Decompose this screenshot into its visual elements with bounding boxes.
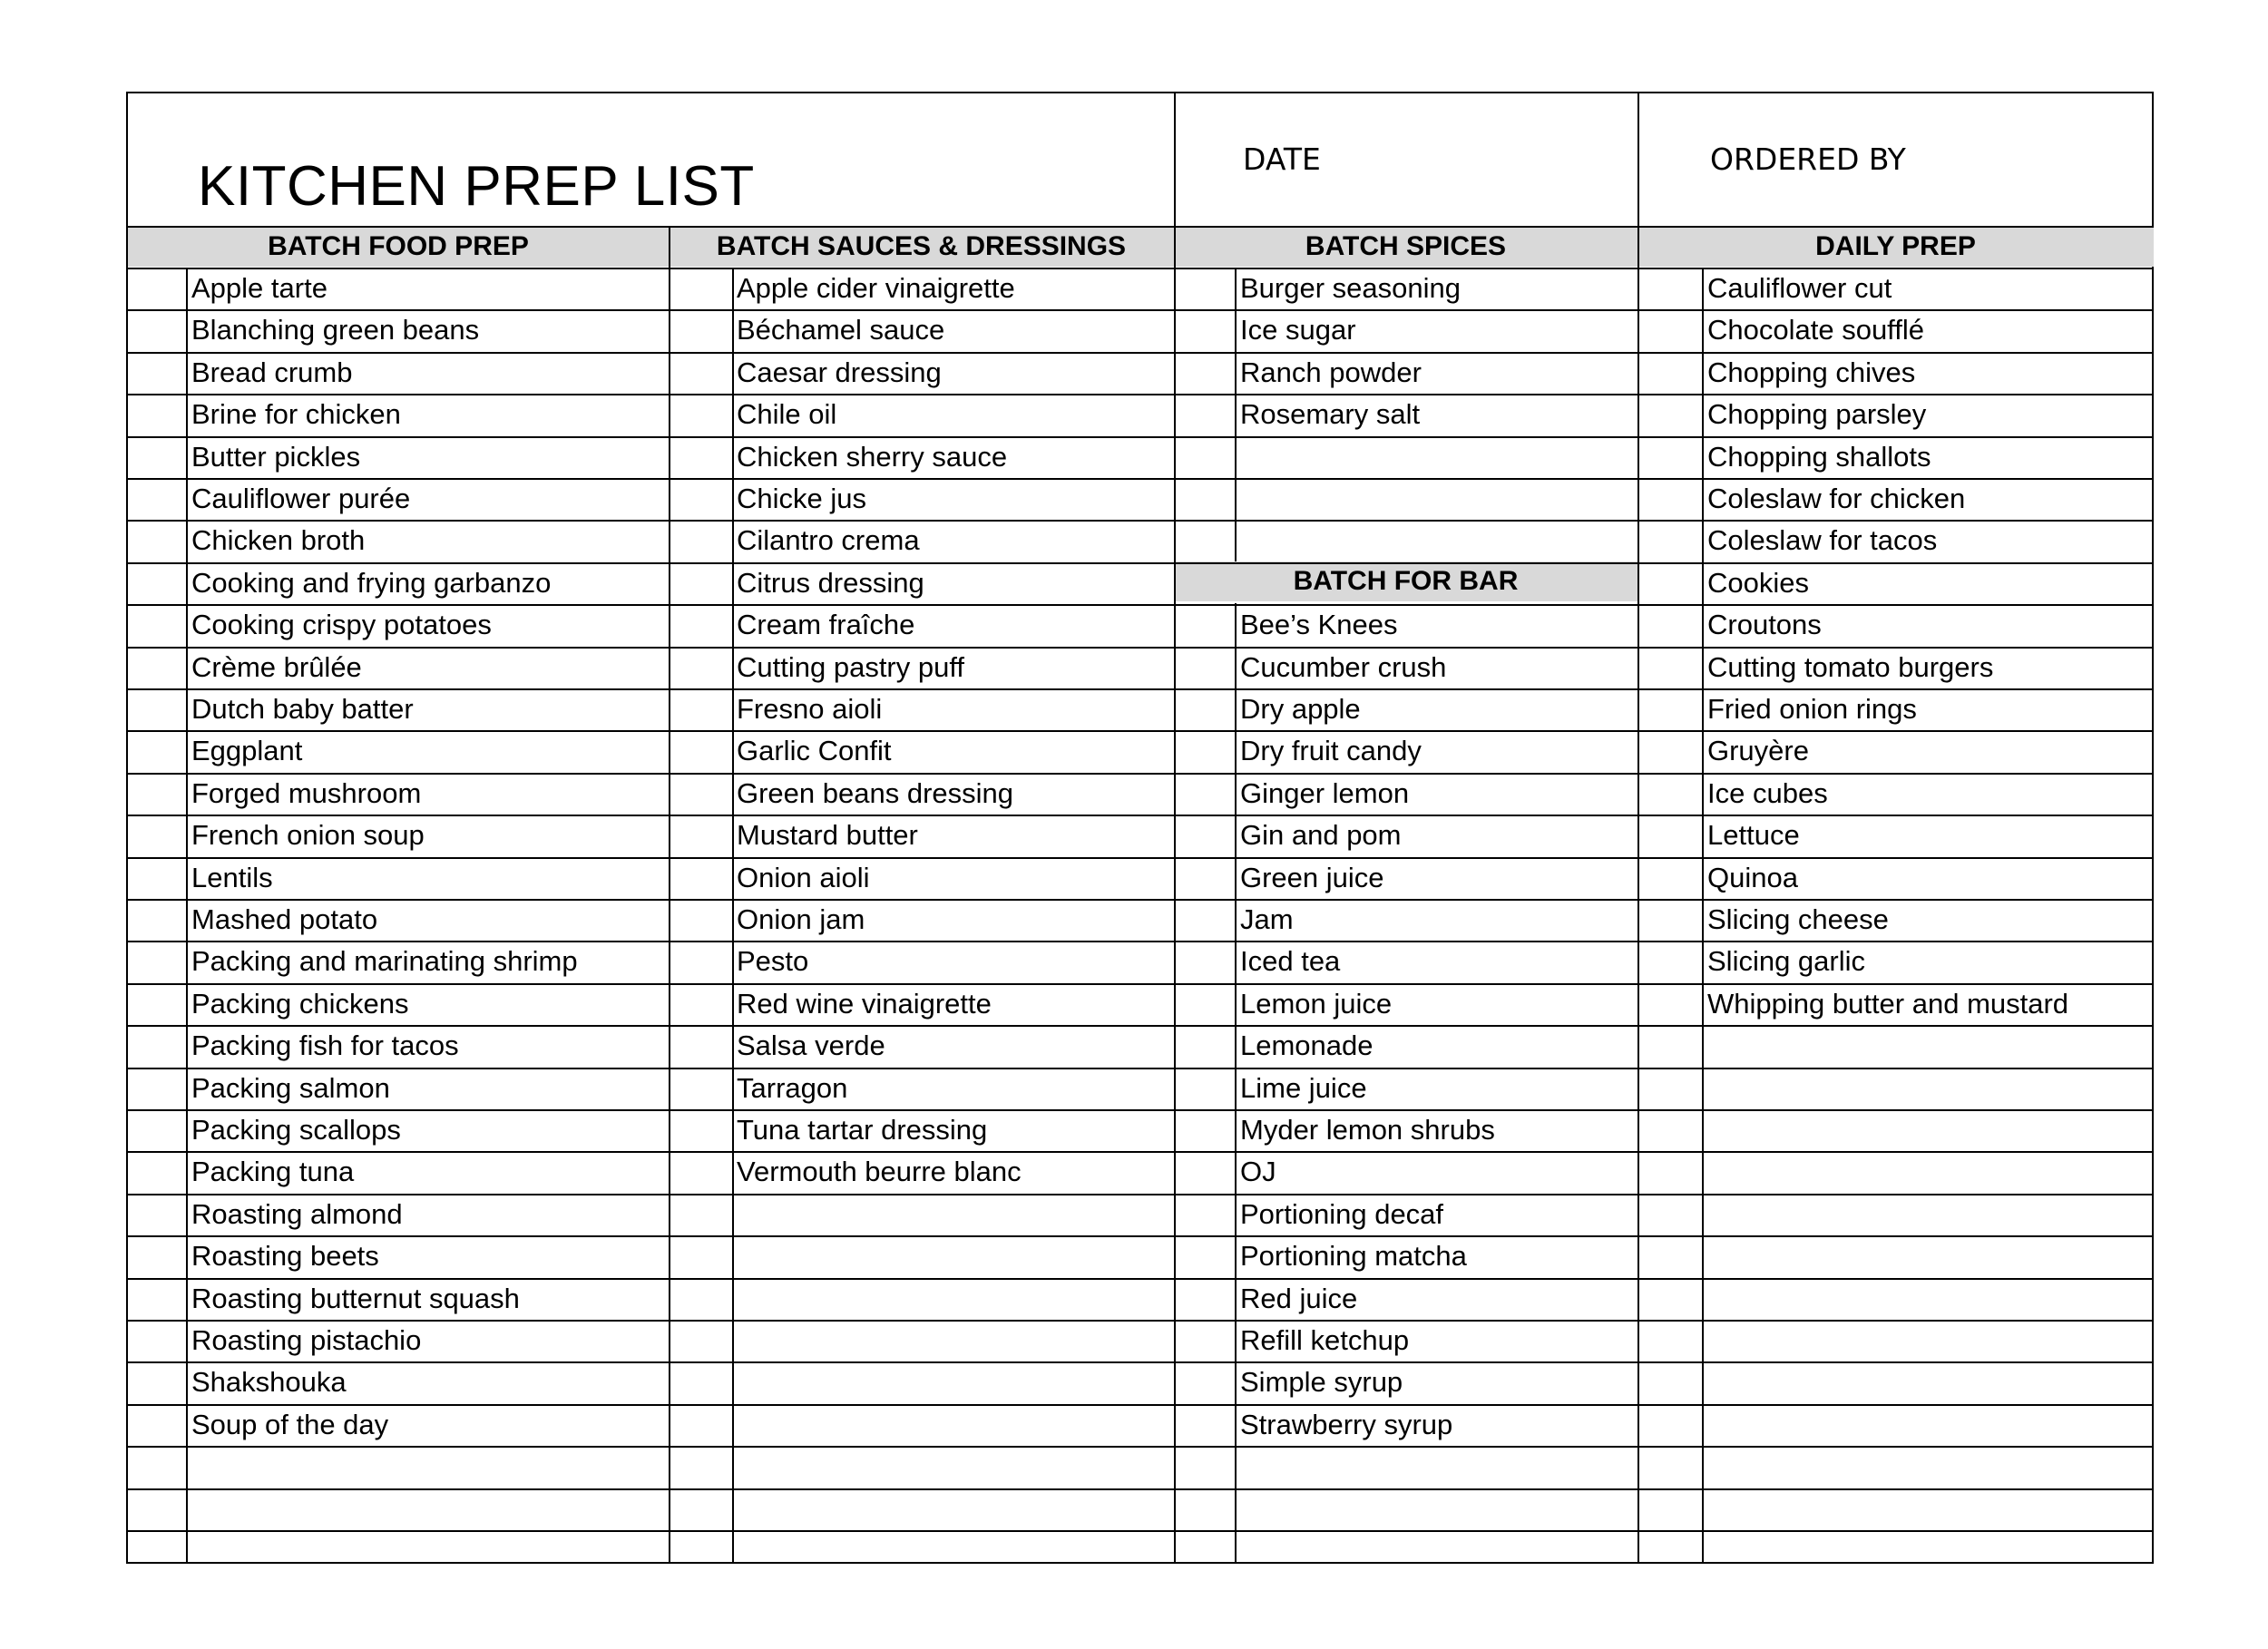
row-divider xyxy=(128,1488,2154,1490)
header-divider xyxy=(128,226,2154,228)
date-label: DATE xyxy=(1243,141,1321,177)
list-item: Ranch powder xyxy=(1240,356,1422,388)
list-item: Chocolate soufflé xyxy=(1707,314,1924,346)
list-item: Roasting pistachio xyxy=(191,1324,422,1356)
list-item: Cookies xyxy=(1707,567,1809,599)
list-item: French onion soup xyxy=(191,819,425,851)
list-item: Fresno aioli xyxy=(737,693,883,725)
list-item: Roasting butternut squash xyxy=(191,1283,520,1314)
list-item: Cooking crispy potatoes xyxy=(191,609,492,640)
list-item: Apple tarte xyxy=(191,272,327,304)
list-item: Lettuce xyxy=(1707,819,1800,851)
list-item: Packing salmon xyxy=(191,1072,390,1104)
list-item: Cooking and frying garbanzo xyxy=(191,567,552,599)
row-divider xyxy=(128,1151,2154,1153)
list-item: Gin and pom xyxy=(1240,819,1402,851)
list-item: Cutting pastry puff xyxy=(737,651,965,683)
list-item: Onion aioli xyxy=(737,862,870,893)
list-item: Strawberry syrup xyxy=(1240,1409,1453,1440)
list-item: Simple syrup xyxy=(1240,1366,1403,1398)
row-divider xyxy=(128,1446,2154,1448)
row-divider xyxy=(128,773,2154,775)
row-divider xyxy=(128,1320,2154,1322)
list-item: Whipping butter and mustard xyxy=(1707,988,2069,1020)
list-item: Lentils xyxy=(191,862,273,893)
list-item: Cutting tomato burgers xyxy=(1707,651,1994,683)
list-item: Packing chickens xyxy=(191,988,409,1020)
list-item: Forged mushroom xyxy=(191,777,422,809)
row-divider xyxy=(128,1235,2154,1237)
list-item: Bread crumb xyxy=(191,356,353,388)
section-heading-batch-food-prep: BATCH FOOD PREP xyxy=(128,227,669,267)
list-item: Dry apple xyxy=(1240,693,1361,725)
list-item: Rosemary salt xyxy=(1240,398,1421,430)
list-item: Citrus dressing xyxy=(737,567,924,599)
section-heading-batch-spices: BATCH SPICES xyxy=(1174,227,1637,267)
list-item: Coleslaw for chicken xyxy=(1707,483,1966,514)
list-item: Croutons xyxy=(1707,609,1822,640)
list-item: Blanching green beans xyxy=(191,314,480,346)
list-item: Salsa verde xyxy=(737,1029,885,1061)
checkbox-divider xyxy=(1235,603,1237,1562)
list-item: Refill ketchup xyxy=(1240,1324,1410,1356)
list-item: Green beans dressing xyxy=(737,777,1014,809)
list-item: Crème brûlée xyxy=(191,651,362,683)
list-item: Quinoa xyxy=(1707,862,1798,893)
row-divider xyxy=(128,1404,2154,1406)
row-divider xyxy=(128,730,2154,732)
row-divider xyxy=(128,1068,2154,1069)
column-divider xyxy=(1637,93,1639,1562)
section-heading-daily-prep: DAILY PREP xyxy=(1637,227,2154,267)
list-item: Packing scallops xyxy=(191,1114,401,1146)
list-item: Eggplant xyxy=(191,735,303,766)
list-item: Chicke jus xyxy=(737,483,866,514)
row-divider xyxy=(128,815,2154,816)
list-item: Packing fish for tacos xyxy=(191,1029,459,1061)
list-item: Red juice xyxy=(1240,1283,1358,1314)
list-item: Chicken broth xyxy=(191,524,366,556)
section-heading-batch-for-bar: BATCH FOR BAR xyxy=(1174,561,1637,601)
list-item: Bee’s Knees xyxy=(1240,609,1398,640)
list-item: Apple cider vinaigrette xyxy=(737,272,1015,304)
list-item: Jam xyxy=(1240,903,1294,935)
list-item: Packing and marinating shrimp xyxy=(191,945,578,977)
list-item: Tuna tartar dressing xyxy=(737,1114,988,1146)
list-item: Roasting almond xyxy=(191,1198,403,1230)
page-title: KITCHEN PREP LIST xyxy=(198,155,755,218)
list-item: Soup of the day xyxy=(191,1409,389,1440)
list-item: Shakshouka xyxy=(191,1366,347,1398)
row-divider xyxy=(128,1194,2154,1195)
list-item: Roasting beets xyxy=(191,1240,379,1272)
list-item: Cucumber crush xyxy=(1240,651,1447,683)
list-item: Gruyère xyxy=(1707,735,1809,766)
list-item: Cauliflower cut xyxy=(1707,272,1892,304)
list-item: Vermouth beurre blanc xyxy=(737,1156,1022,1187)
section-heading-batch-sauces: BATCH SAUCES & DRESSINGS xyxy=(669,227,1174,267)
list-item: Lemon juice xyxy=(1240,988,1393,1020)
checkbox-divider xyxy=(732,268,734,1562)
list-item: Chopping chives xyxy=(1707,356,1916,388)
list-item: Butter pickles xyxy=(191,441,361,473)
list-item: Green juice xyxy=(1240,862,1384,893)
list-item: Cream fraîche xyxy=(737,609,915,640)
list-item: Chicken sherry sauce xyxy=(737,441,1008,473)
list-item: Onion jam xyxy=(737,903,865,935)
list-item: Tarragon xyxy=(737,1072,848,1104)
column-divider xyxy=(1174,93,1176,1562)
list-item: Béchamel sauce xyxy=(737,314,945,346)
list-item: Ice sugar xyxy=(1240,314,1356,346)
list-item: Cilantro crema xyxy=(737,524,920,556)
list-item: Lime juice xyxy=(1240,1072,1367,1104)
checkbox-divider xyxy=(1235,268,1237,561)
list-item: Slicing garlic xyxy=(1707,945,1866,977)
list-item: Brine for chicken xyxy=(191,398,401,430)
list-item: Red wine vinaigrette xyxy=(737,988,992,1020)
checkbox-divider xyxy=(1702,268,1704,1562)
list-item: Pesto xyxy=(737,945,809,977)
list-item: Chile oil xyxy=(737,398,837,430)
list-item: Fried onion rings xyxy=(1707,693,1917,725)
list-item: Coleslaw for tacos xyxy=(1707,524,1938,556)
list-item: Mashed potato xyxy=(191,903,378,935)
list-item: Caesar dressing xyxy=(737,356,942,388)
list-item: Portioning decaf xyxy=(1240,1198,1444,1230)
list-item: Dutch baby batter xyxy=(191,693,414,725)
list-item: Mustard butter xyxy=(737,819,918,851)
list-item: Lemonade xyxy=(1240,1029,1374,1061)
prep-list-sheet xyxy=(126,92,2154,1564)
row-divider xyxy=(128,857,2154,859)
list-item: Portioning matcha xyxy=(1240,1240,1467,1272)
list-item: Chopping shallots xyxy=(1707,441,1931,473)
list-item: Ginger lemon xyxy=(1240,777,1410,809)
list-item: Garlic Confit xyxy=(737,735,892,766)
list-item: OJ xyxy=(1240,1156,1276,1187)
row-divider xyxy=(128,1109,2154,1111)
list-item: Myder lemon shrubs xyxy=(1240,1114,1495,1146)
checkbox-divider xyxy=(186,268,188,1562)
list-item: Iced tea xyxy=(1240,945,1341,977)
row-divider xyxy=(128,1530,2154,1532)
list-item: Chopping parsley xyxy=(1707,398,1927,430)
list-item: Burger seasoning xyxy=(1240,272,1461,304)
list-item: Slicing cheese xyxy=(1707,903,1889,935)
list-item: Ice cubes xyxy=(1707,777,1828,809)
list-item: Cauliflower purée xyxy=(191,483,411,514)
row-divider xyxy=(128,1361,2154,1363)
list-item: Dry fruit candy xyxy=(1240,735,1422,766)
list-item: Packing tuna xyxy=(191,1156,355,1187)
ordered-by-label: ORDERED BY xyxy=(1710,141,1906,177)
